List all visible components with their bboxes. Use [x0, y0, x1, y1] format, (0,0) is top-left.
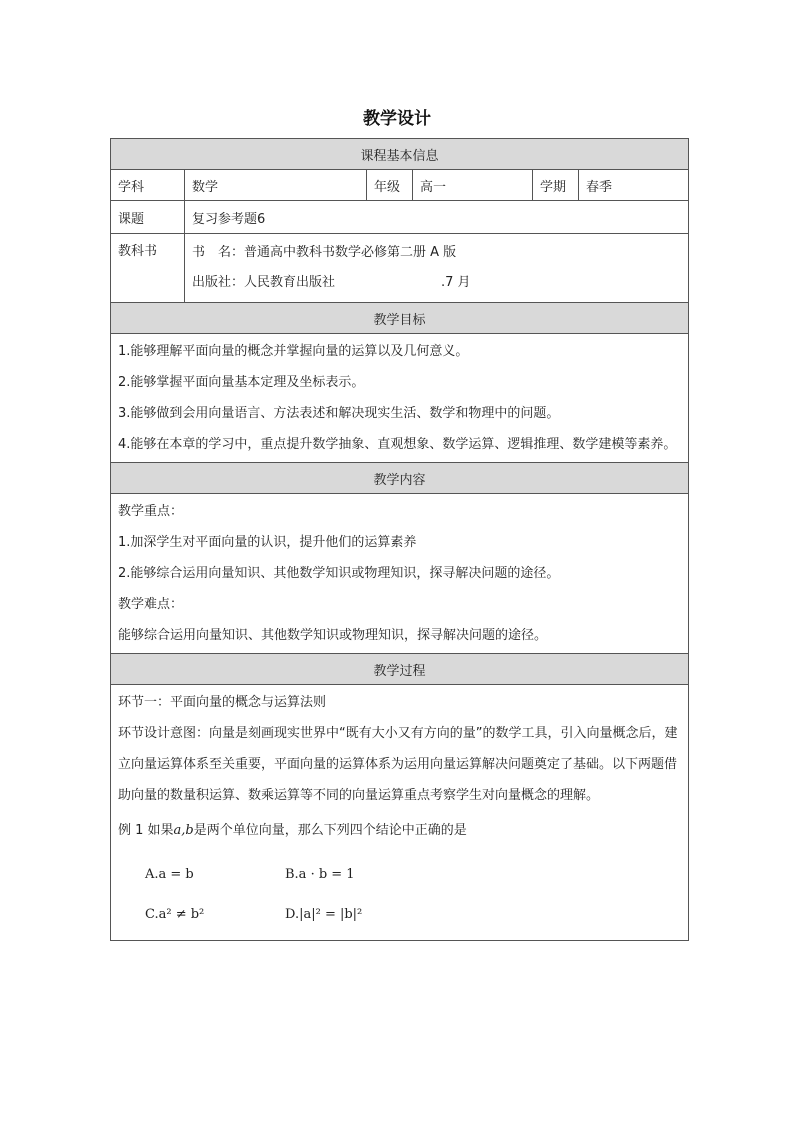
design-intent: 环节设计意图：向量是刻画现实世界中“既有大小又有方向的量”的数学工具，引入向量概念后，建立向量运算体系至关重要，平面向量的运算体系为运用向量运算解决问题奠定了基础。以下两题借助向量的数量积运算、数乘运算等不同的向量运算重点考察学生对向量概念的理解。 [118, 726, 678, 803]
subject-value: 数学 [185, 170, 367, 201]
options-row-2 [111, 894, 688, 934]
option-d: D.|a|² = |b|² [285, 906, 363, 922]
topic-value: 复习参考题6 [185, 201, 689, 234]
section-process-header: 教学过程 [111, 654, 689, 685]
example-suffix: 是两个单位向量，那么下列四个结论中正确的是 [193, 823, 467, 838]
publisher: 出版社：人民教育出版社 [192, 275, 336, 290]
section-content-header: 教学内容 [111, 463, 689, 494]
textbook-label: 教科书 [111, 234, 185, 303]
key-point-item: 2.能够综合运用向量知识、其他数学知识或物理知识，探寻解决问题的途径。 [118, 566, 560, 581]
lesson-plan-table [110, 138, 689, 941]
option-b: B.a · b = 1 [285, 866, 355, 882]
grade-label: 年级 [367, 170, 413, 201]
section-basic-header: 课程基本信息 [111, 139, 689, 170]
example-question [111, 815, 688, 846]
publish-date: .7 月 [441, 275, 471, 290]
topic-label: 课题 [111, 201, 185, 234]
term-value: 春季 [579, 170, 689, 201]
options-row-1 [111, 854, 688, 894]
content-cell [111, 494, 689, 654]
goals-cell [111, 334, 689, 463]
difficulty-label: 教学难点： [118, 597, 184, 612]
textbook-info [185, 234, 689, 303]
book-name-line: 书 名：普通高中教科书数学必修第二册 A 版 [192, 245, 457, 260]
goal-item: 2.能够掌握平面向量基本定理及坐标表示。 [118, 375, 365, 390]
goal-item: 4.能够在本章的学习中，重点提升数学抽象、直观想象、数学运算、逻辑推理、数学建模等素养。 [118, 437, 677, 452]
step-title: 环节一：平面向量的概念与运算法则 [118, 695, 327, 710]
example-prefix: 例 1 如果 [118, 823, 174, 838]
difficulty-text: 能够综合运用向量知识、其他数学知识或物理知识，探寻解决问题的途径。 [118, 628, 548, 643]
example-vectors: a,b [173, 823, 194, 838]
goal-item: 3.能够做到会用向量语言、方法表述和解决现实生活、数学和物理中的问题。 [118, 406, 560, 421]
grade-value: 高一 [413, 170, 533, 201]
page-title: 教学设计 [363, 109, 431, 129]
goal-item: 1.能够理解平面向量的概念并掌握向量的运算以及几何意义。 [118, 344, 469, 359]
process-cell [111, 685, 689, 941]
publisher-line [185, 268, 688, 298]
section-goals-header: 教学目标 [111, 303, 689, 334]
option-a: A.a = b [145, 866, 194, 882]
option-c: C.a² ≠ b² [145, 906, 205, 922]
term-label: 学期 [533, 170, 579, 201]
subject-label: 学科 [111, 170, 185, 201]
key-point-item: 1.加深学生对平面向量的认识，提升他们的运算素养 [118, 535, 417, 550]
key-points-label: 教学重点： [118, 504, 184, 519]
